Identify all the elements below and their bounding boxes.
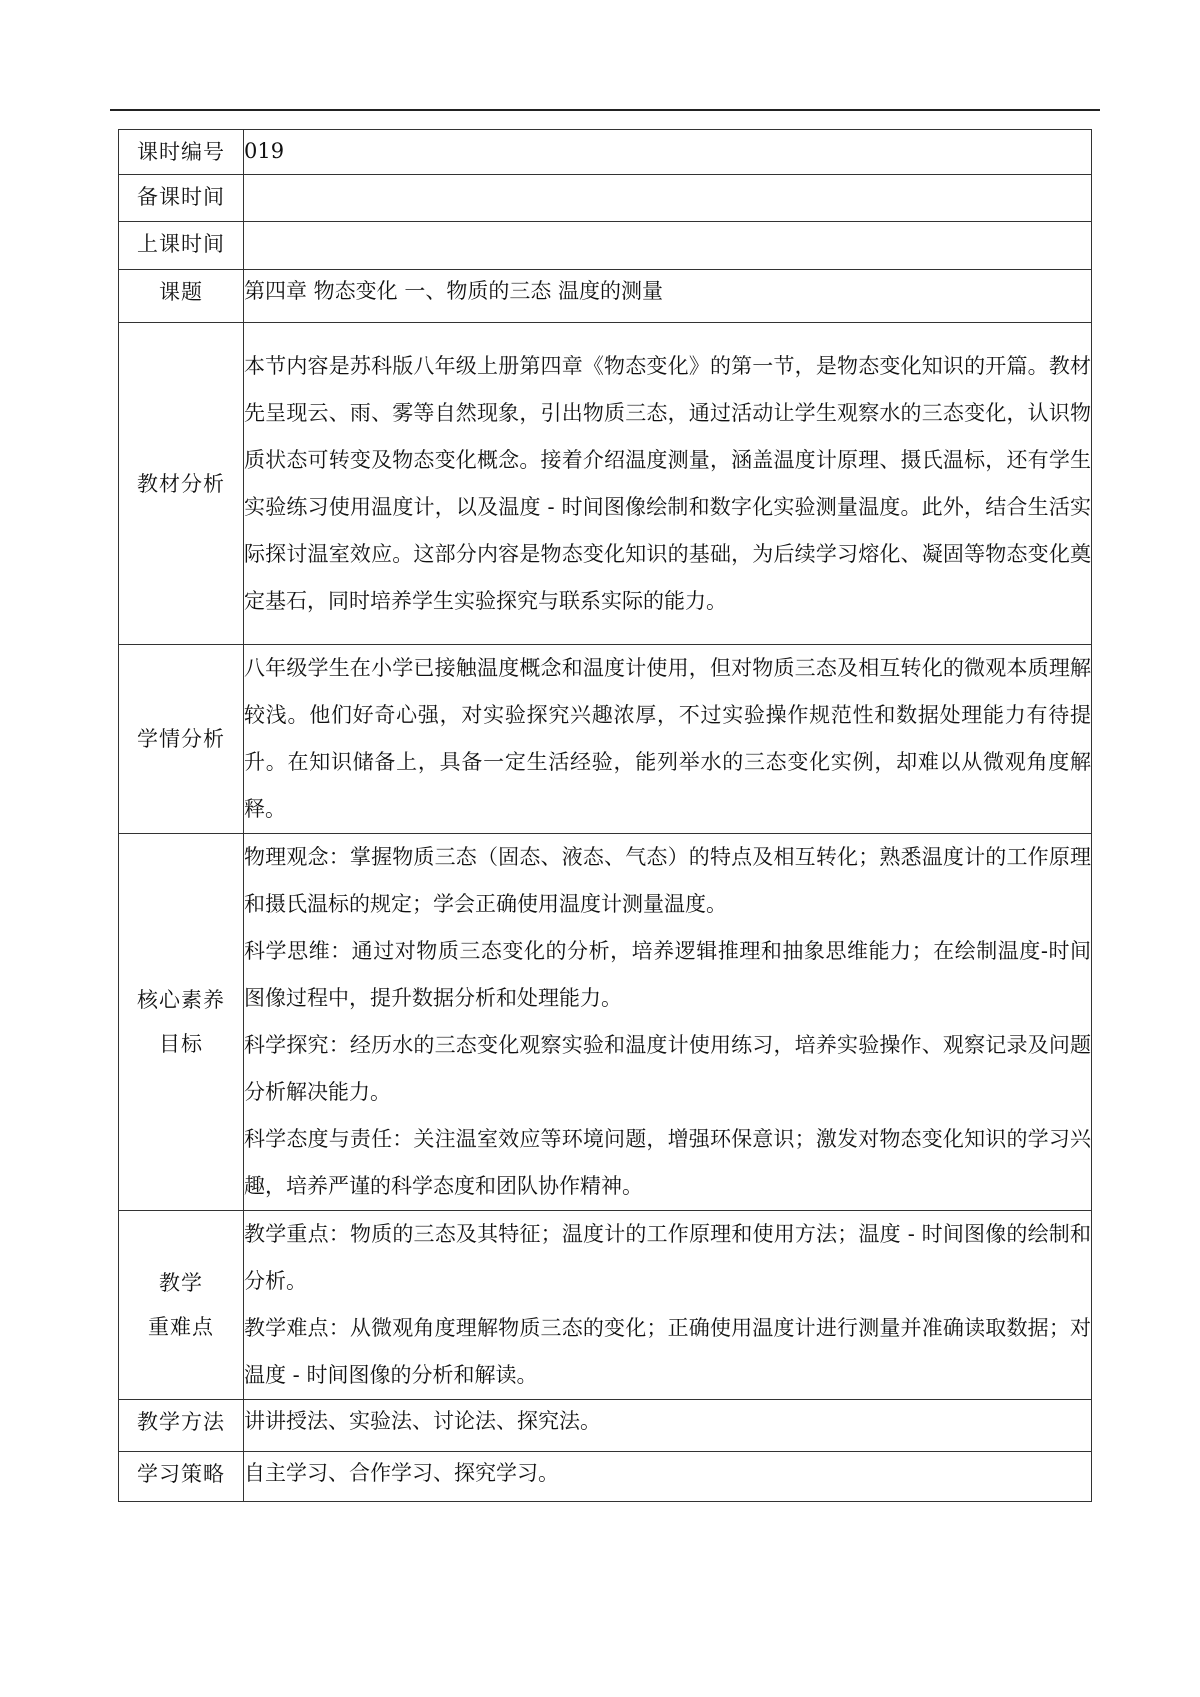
label-topic: 课题 (119, 270, 244, 323)
row-topic (119, 270, 1092, 323)
value-topic: 第四章 物态变化 一、物质的三态 温度的测量 (244, 270, 1092, 323)
label-key-points (119, 1211, 244, 1400)
core-goal-scientific-inquiry: 科学探究：经历水的三态变化观察实验和温度计使用练习，培养实验操作、观察记录及问题分析解决能力。 (244, 1033, 1091, 1104)
value-key-points (244, 1211, 1092, 1400)
row-prep-time (119, 175, 1092, 222)
value-student-analysis: 八年级学生在小学已接触温度概念和温度计使用，但对物质三态及相互转化的微观本质理解较浅。他们好奇心强，对实验探究兴趣浓厚，不过实验操作规范性和数据处理能力有待提升。在知识储备上，具备一定生活经验，能列举水的三态变化实例，却难以从微观角度解释。 (244, 645, 1092, 834)
value-prep-time (244, 175, 1092, 222)
row-class-time (119, 222, 1092, 270)
row-key-points (119, 1211, 1092, 1400)
value-teaching-methods: 讲讲授法、实验法、讨论法、探究法。 (244, 1400, 1092, 1452)
core-goal-scientific-thinking: 科学思维：通过对物质三态变化的分析，培养逻辑推理和抽象思维能力；在绘制温度-时间图像过程中，提升数据分析和处理能力。 (244, 939, 1091, 1010)
label-core-goals (119, 834, 244, 1211)
value-learning-strategies: 自主学习、合作学习、探究学习。 (244, 1452, 1092, 1502)
row-learning-strategies (119, 1452, 1092, 1502)
label-lesson-number: 课时编号 (119, 130, 244, 175)
header-rule (110, 109, 1100, 111)
label-learning-strategies: 学习策略 (119, 1452, 244, 1502)
label-core-goals-line2: 目标 (159, 1032, 203, 1056)
label-textbook-analysis: 教材分析 (119, 323, 244, 645)
row-lesson-number (119, 130, 1092, 175)
row-core-goals (119, 834, 1092, 1211)
label-class-time: 上课时间 (119, 222, 244, 270)
value-lesson-number: 019 (244, 130, 1092, 175)
label-core-goals-line1: 核心素养 (137, 988, 225, 1012)
key-point-difficulty: 教学难点：从微观角度理解物质三态的变化；正确使用温度计进行测量并准确读取数据；对温度 - 时间图像的分析和解读。 (244, 1316, 1091, 1387)
label-key-points-line1: 教学 (159, 1271, 203, 1295)
row-textbook-analysis (119, 323, 1092, 645)
label-key-points-line2: 重难点 (148, 1315, 214, 1339)
label-prep-time: 备课时间 (119, 175, 244, 222)
key-point-focus: 教学重点：物质的三态及其特征；温度计的工作原理和使用方法；温度 - 时间图像的绘制和分析。 (244, 1222, 1091, 1293)
core-goal-attitude-responsibility: 科学态度与责任：关注温室效应等环境问题，增强环保意识；激发对物态变化知识的学习兴趣，培养严谨的科学态度和团队协作精神。 (244, 1127, 1091, 1198)
value-class-time (244, 222, 1092, 270)
value-core-goals (244, 834, 1092, 1211)
label-student-analysis: 学情分析 (119, 645, 244, 834)
row-teaching-methods (119, 1400, 1092, 1452)
lesson-plan-table (118, 129, 1092, 1502)
core-goal-physics-concept: 物理观念：掌握物质三态（固态、液态、气态）的特点及相互转化；熟悉温度计的工作原理和摄氏温标的规定；学会正确使用温度计测量温度。 (244, 845, 1091, 916)
label-teaching-methods: 教学方法 (119, 1400, 244, 1452)
row-student-analysis (119, 645, 1092, 834)
value-textbook-analysis: 本节内容是苏科版八年级上册第四章《物态变化》的第一节，是物态变化知识的开篇。教材先呈现云、雨、雾等自然现象，引出物质三态，通过活动让学生观察水的三态变化，认识物质状态可转变及物态变化概念。接着介绍温度测量，涵盖温度计原理、摄氏温标，还有学生实验练习使用温度计，以及温度 - 时间图像绘制和数字化实验测量温度。此外，结合生活实际探讨温室效应。这部分内容是物态变化知识的基础，为后续学习熔化、凝固等物态变化奠定基石，同时培养学生实验探究与联系实际的能力。 (244, 323, 1092, 645)
